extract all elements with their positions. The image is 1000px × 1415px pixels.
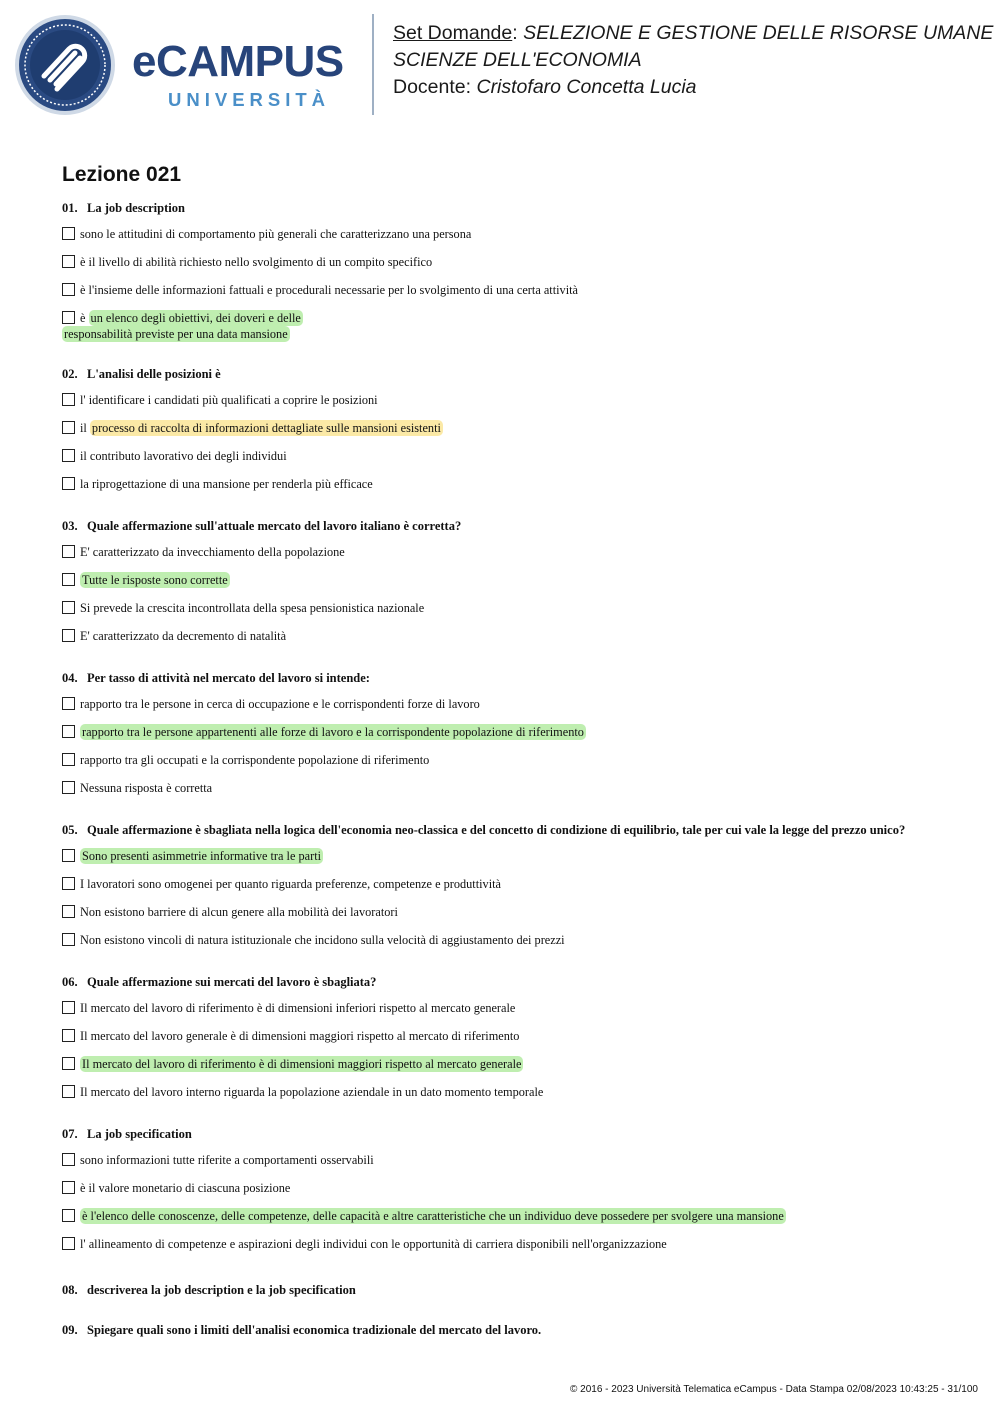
answer-option[interactable] <box>62 1180 962 1198</box>
question-number: 01. <box>62 201 78 215</box>
answer-option-correct[interactable] <box>62 848 962 866</box>
answer-option-correct[interactable] <box>62 1056 962 1074</box>
answer-text <box>62 1056 962 1072</box>
answer-option[interactable] <box>62 1236 962 1254</box>
question-title <box>62 200 962 216</box>
logo-brand-text: eCAMPUS <box>132 37 344 86</box>
answer-checkbox[interactable] <box>62 393 75 406</box>
answer-checkbox[interactable] <box>62 1153 75 1166</box>
answer-option[interactable] <box>62 544 962 562</box>
answer-checkbox[interactable] <box>62 905 75 918</box>
answer-option[interactable] <box>62 752 962 770</box>
answer-checkbox[interactable] <box>62 255 75 268</box>
answer-option[interactable] <box>62 282 962 300</box>
question-text: Quale affermazione sui mercati del lavoro è sbagliata? <box>87 975 377 989</box>
question-06 <box>62 974 962 1102</box>
answer-option[interactable] <box>62 1084 962 1102</box>
answer-checkbox[interactable] <box>62 753 75 766</box>
question-text: L'analisi delle posizioni è <box>87 367 221 381</box>
question-text: La job description <box>87 201 185 215</box>
answer-option[interactable] <box>62 1028 962 1046</box>
question-title <box>62 518 962 534</box>
answer-text: Il mercato del lavoro di riferimento è di dimensioni inferiori rispetto al mercato generale <box>80 1001 516 1015</box>
answer-option[interactable] <box>62 392 962 410</box>
answer-text: la riprogettazione di una mansione per renderla più efficace <box>80 477 373 491</box>
answer-option-correct[interactable] <box>62 572 962 590</box>
answer-text: E' caratterizzato da decremento di natalità <box>80 629 287 643</box>
answer-text: Non esistono barriere di alcun genere alla mobilità dei lavoratori <box>80 905 398 919</box>
question-text: La job specification <box>87 1127 192 1141</box>
question-number: 08. <box>62 1283 78 1297</box>
answer-checkbox[interactable] <box>62 449 75 462</box>
answer-highlight: processo di raccolta di informazioni dettagliate sulle mansioni esistenti <box>91 421 441 435</box>
lesson-title: Lezione 021 <box>62 163 182 186</box>
answer-text <box>62 848 962 864</box>
answer-checkbox[interactable] <box>62 781 75 794</box>
answer-option[interactable] <box>62 628 962 646</box>
answer-option[interactable] <box>62 448 962 466</box>
answer-checkbox[interactable] <box>62 545 75 558</box>
answer-text: sono le attitudini di comportamento più generali che caratterizzano una persona <box>80 227 472 241</box>
answer-highlight: Il mercato del lavoro di riferimento è di dimensioni maggiori rispetto al mercato generale <box>82 1057 522 1071</box>
answer-checkbox[interactable] <box>62 1057 75 1070</box>
question-title <box>62 974 962 990</box>
answer-checkbox[interactable] <box>62 697 75 710</box>
question-list <box>62 160 962 1362</box>
answer-text: è l'insieme delle informazioni fattuali e procedurali necessarie per lo svolgimento di una certa attività <box>80 283 578 297</box>
question-number: 05. <box>62 823 78 837</box>
answer-option[interactable] <box>62 600 962 618</box>
set-title: SELEZIONE E GESTIONE DELLE RISORSE UMANE <box>523 22 994 44</box>
question-title <box>62 822 962 838</box>
faculty-name: SCIENZE DELL'ECONOMIA <box>393 49 642 71</box>
answer-option[interactable] <box>62 904 962 922</box>
answer-text: il contributo lavorativo dei degli individui <box>80 449 287 463</box>
question-01 <box>62 200 962 342</box>
answer-prefix: è <box>80 311 86 325</box>
ecampus-logo-wordmark <box>132 37 357 115</box>
answer-checkbox[interactable] <box>62 1181 75 1194</box>
answer-checkbox[interactable] <box>62 1001 75 1014</box>
answer-text: Il mercato del lavoro interno riguarda la popolazione aziendale in un dato momento temporale <box>80 1085 544 1099</box>
answer-text: Il mercato del lavoro generale è di dimensioni maggiori rispetto al mercato di riferimento <box>80 1029 520 1043</box>
header-info <box>393 20 993 101</box>
question-07 <box>62 1126 962 1254</box>
question-title <box>62 366 962 382</box>
answer-text: E' caratterizzato da invecchiamento della popolazione <box>80 545 345 559</box>
answer-checkbox[interactable] <box>62 601 75 614</box>
question-title <box>62 1126 962 1142</box>
question-text: Per tasso di attività nel mercato del lavoro si intende: <box>87 671 370 685</box>
question-05 <box>62 822 962 950</box>
answer-option[interactable] <box>62 226 962 244</box>
question-text: Quale affermazione è sbagliata nella logica dell'economia neo-classica e del concetto di condizione di equilibrio, tale per cui vale la legge del prezzo unico? <box>87 823 906 837</box>
set-line: Set Domande: SELEZIONE E GESTIONE DELLE RISORSE UMANE <box>393 22 994 44</box>
answer-option[interactable] <box>62 1000 962 1018</box>
answer-text: rapporto tra gli occupati e la corrispondente popolazione di riferimento <box>80 753 430 767</box>
answer-prefix: il <box>80 421 87 435</box>
answer-option-correct[interactable] <box>62 310 962 342</box>
answer-highlight: rapporto tra le persone appartenenti alle forze di lavoro e la corrispondente popolazione di riferimento <box>82 725 584 739</box>
answer-text: Nessuna risposta è corretta <box>80 781 213 795</box>
answer-highlight: responsabilità previste per una data mansione <box>64 327 288 341</box>
answer-checkbox[interactable] <box>62 227 75 240</box>
answer-option[interactable] <box>62 932 962 950</box>
question-number: 07. <box>62 1127 78 1141</box>
teacher-name: Cristofaro Concetta Lucia <box>476 76 697 98</box>
answer-option[interactable] <box>62 876 962 894</box>
question-text: descriverea la job description e la job specification <box>87 1283 356 1297</box>
answer-checkbox[interactable] <box>62 725 75 738</box>
header-divider <box>372 14 374 115</box>
question-02 <box>62 366 962 494</box>
answer-checkbox[interactable] <box>62 421 75 434</box>
page-header <box>0 0 1000 130</box>
answer-text: I lavoratori sono omogenei per quanto riguarda preferenze, competenze e produttività <box>80 877 501 891</box>
answer-option[interactable] <box>62 254 962 272</box>
ecampus-logo-icon <box>14 14 116 116</box>
answer-checkbox[interactable] <box>62 629 75 642</box>
answer-text: rapporto tra le persone in cerca di occupazione e le corrispondenti forze di lavoro <box>80 697 480 711</box>
answer-checkbox[interactable] <box>62 933 75 946</box>
answer-text: Non esistono vincoli di natura istituzionale che incidono sulla velocità di aggiustamento dei prezzi <box>80 933 565 947</box>
question-number: 04. <box>62 671 78 685</box>
answer-text: Si prevede la crescita incontrollata della spesa pensionistica nazionale <box>80 601 425 615</box>
answer-checkbox[interactable] <box>62 311 75 324</box>
faculty-line <box>393 47 993 74</box>
logo-sub-text: UNIVERSITÀ <box>168 89 331 110</box>
teacher-label: Docente <box>393 76 466 98</box>
answer-checkbox[interactable] <box>62 1209 75 1222</box>
answer-checkbox[interactable] <box>62 1237 75 1250</box>
answer-text <box>62 420 962 436</box>
set-label: Set Domande <box>393 22 513 44</box>
question-text: Quale affermazione sull'attuale mercato del lavoro italiano è corretta? <box>87 519 462 533</box>
answer-option[interactable] <box>62 476 962 494</box>
question-text: Spiegare quali sono i limiti dell'analisi economica tradizionale del mercato del lavoro. <box>87 1323 542 1337</box>
answer-option-partial[interactable] <box>62 420 962 438</box>
question-number: 06. <box>62 975 78 989</box>
answer-option[interactable] <box>62 780 962 798</box>
answer-text <box>62 572 962 588</box>
answer-text: l' allineamento di competenze e aspirazioni degli individui con le opportunità di carriera disponibili nell'organizzazione <box>80 1237 667 1251</box>
answer-highlight: Tutte le risposte sono corrette <box>82 573 228 587</box>
answer-text <box>62 310 962 342</box>
teacher-line: Docente: Cristofaro Concetta Lucia <box>393 76 697 98</box>
answer-checkbox[interactable] <box>62 1029 75 1042</box>
answer-option[interactable] <box>62 1152 962 1170</box>
answer-text: è il livello di abilità richiesto nello svolgimento di un compito specifico <box>80 255 433 269</box>
answer-highlight: è l'elenco delle conoscenze, delle competenze, delle capacità e altre caratteristiche che un individuo deve possedere per svolgere una mansione <box>82 1209 784 1223</box>
answer-option-correct[interactable] <box>62 1208 962 1226</box>
answer-text <box>62 724 962 740</box>
question-03 <box>62 518 962 646</box>
answer-highlight: un elenco degli obiettivi, dei doveri e delle <box>90 311 301 325</box>
answer-option[interactable] <box>62 696 962 714</box>
answer-text: l' identificare i candidati più qualificati a coprire le posizioni <box>80 393 378 407</box>
question-number: 02. <box>62 367 78 381</box>
answer-text <box>62 1208 962 1224</box>
question-title <box>62 670 962 686</box>
question-number: 03. <box>62 519 78 533</box>
question-08 <box>62 1282 962 1298</box>
answer-checkbox[interactable] <box>62 477 75 490</box>
question-04 <box>62 670 962 798</box>
answer-highlight: Sono presenti asimmetrie informative tra le parti <box>82 849 322 863</box>
question-09 <box>62 1322 962 1338</box>
answer-checkbox[interactable] <box>62 849 75 862</box>
answer-checkbox[interactable] <box>62 1085 75 1098</box>
answer-text: è il valore monetario di ciascuna posizione <box>80 1181 291 1195</box>
page-footer: © 2016 - 2023 Università Telematica eCampus - Data Stampa 02/08/2023 10:43:25 - 31/100 <box>570 1384 978 1395</box>
answer-checkbox[interactable] <box>62 573 75 586</box>
answer-text: sono informazioni tutte riferite a comportamenti osservabili <box>80 1153 374 1167</box>
answer-option-correct[interactable] <box>62 724 962 742</box>
question-number: 09. <box>62 1323 78 1337</box>
answer-checkbox[interactable] <box>62 877 75 890</box>
answer-checkbox[interactable] <box>62 283 75 296</box>
